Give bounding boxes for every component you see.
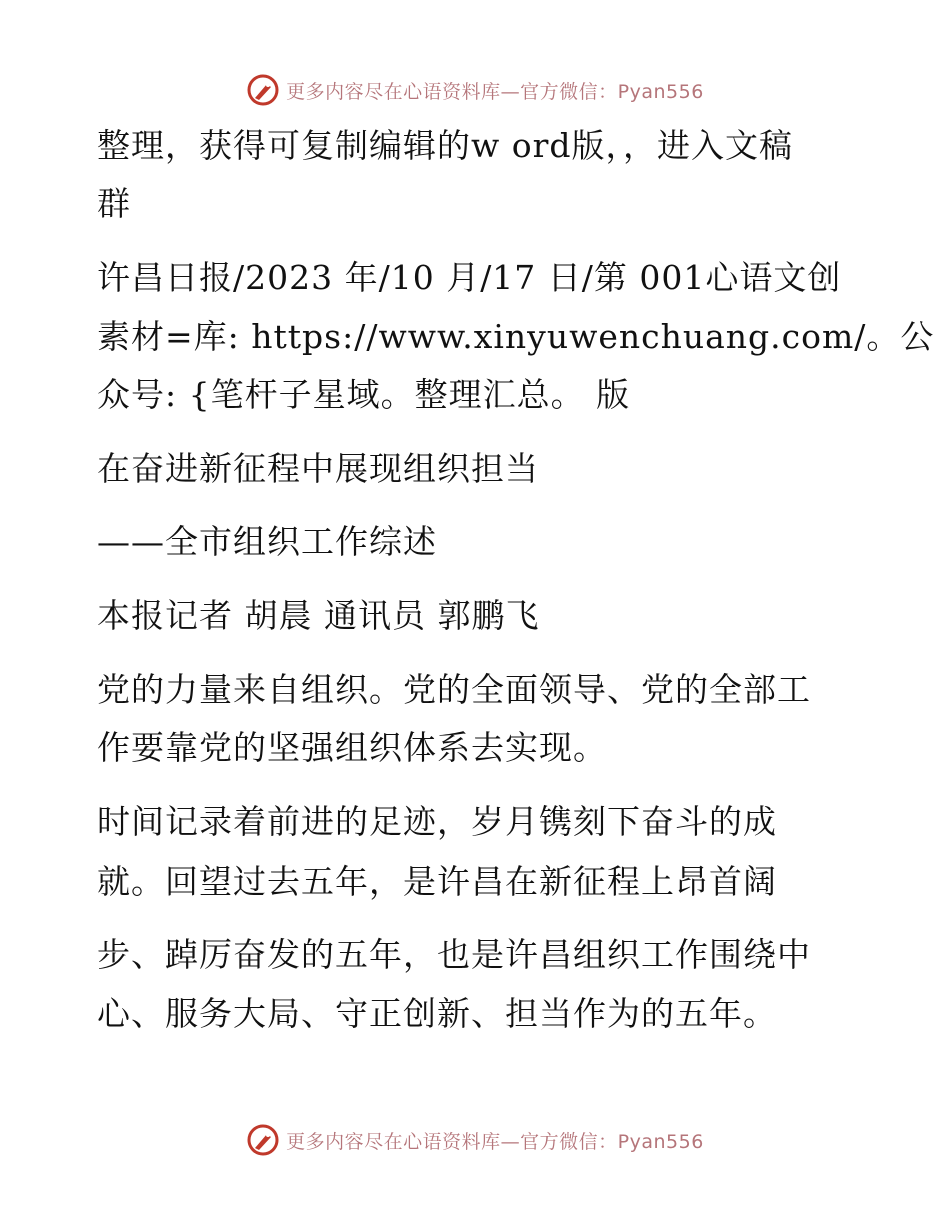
wechat-id: Pyan556 bbox=[617, 1130, 704, 1153]
footer-banner bbox=[0, 1120, 950, 1160]
text-line: 众号: {笔杆子星域。整理汇总。 版 bbox=[97, 375, 631, 414]
header-banner bbox=[0, 70, 950, 110]
text-line: 心、服务大局、守正创新、担当作为的五年。 bbox=[97, 994, 777, 1033]
text-line: 群 bbox=[97, 184, 131, 223]
text-line: 素材=库: https://www.xinyuwenchuang.com/。公 bbox=[97, 317, 935, 356]
text-line: 整理，获得可复制编辑的w ord版，，进入文稿 bbox=[97, 126, 794, 165]
byline: 本报记者 胡晨 通讯员 郭鹏飞 bbox=[97, 596, 540, 635]
text-line: 就。回望过去五年，是许昌在新征程上昂首阔 bbox=[97, 862, 777, 901]
text-line: 党的力量来自组织。党的全面领导、党的全部工 bbox=[97, 670, 811, 709]
pen-nib-logo-icon bbox=[246, 73, 280, 107]
article-subtitle: ——全市组织工作综述 bbox=[97, 522, 437, 561]
text-line: 步、踔厉奋发的五年，也是许昌组织工作围绕中 bbox=[97, 935, 811, 974]
pen-nib-logo-icon bbox=[246, 1123, 280, 1157]
banner-text: 更多内容尽在心语资料库—官方微信：Pyan556 bbox=[286, 1130, 704, 1153]
wechat-id: Pyan556 bbox=[617, 80, 704, 103]
text-line: 时间记录着前进的足迹，岁月镌刻下奋斗的成 bbox=[97, 802, 777, 841]
text-line: 许昌日报/2023 年/10 月/17 日/第 001心语文创 bbox=[97, 258, 842, 297]
banner-text: 更多内容尽在心语资料库—官方微信：Pyan556 bbox=[286, 80, 704, 103]
text-line: 作要靠党的坚强组织体系去实现。 bbox=[97, 728, 607, 767]
article-title: 在奋进新征程中展现组织担当 bbox=[97, 449, 539, 488]
